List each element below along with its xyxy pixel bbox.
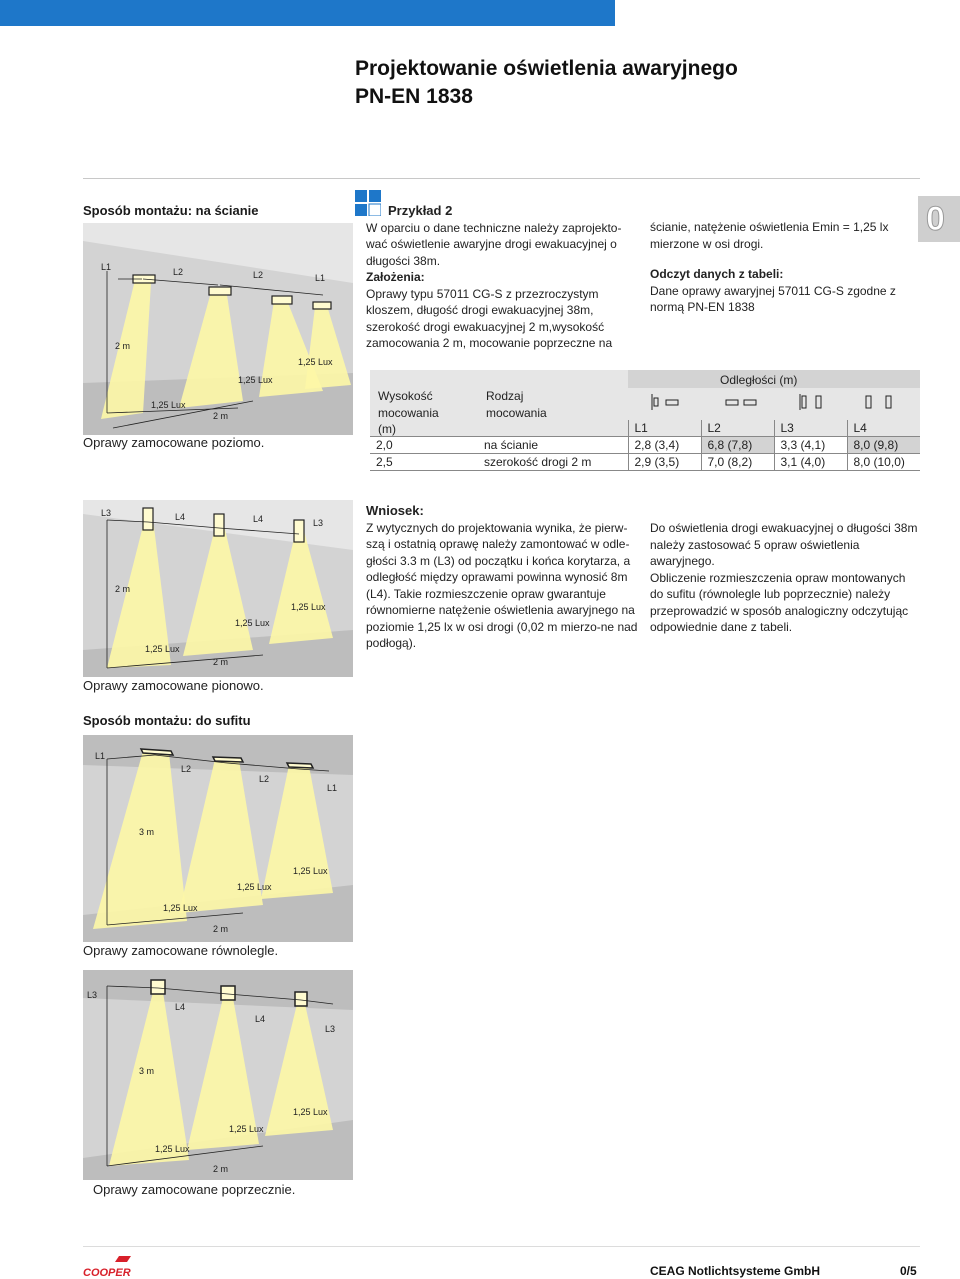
header-l2: L2 [701,420,774,437]
mounting-l1-icon [652,394,678,410]
assumptions-text: Oprawy typu 57011 CG-S z przezroczystym kloszem, długość drogi ewakuacyjnej 38m, szerokość drogi ewakuacyjnej 2 m,wysokość zamocowania 2 m, mocowanie poprzeczne na [366,286,613,350]
assumptions-heading: Założenia: [366,270,425,284]
distance-table [370,420,920,471]
example-column-2 [650,219,912,316]
label-lux-2: 1,25 Lux [235,618,270,628]
label-l2-right: L2 [259,774,270,784]
reading-heading: Odczyt danych z tabeli: [650,267,784,281]
label-width: 2 m [213,1164,229,1174]
caption-wall-horizontal: Oprawy zamocowane poziomo. [83,435,265,450]
label-lux-3: 1,25 Lux [298,357,333,367]
label-l2-right: L2 [253,270,264,280]
label-lux-2: 1,25 Lux [229,1124,264,1134]
page-title [355,55,738,111]
label-l1-left: L1 [95,751,106,761]
label-height: 3 m [139,827,155,837]
top-accent-bar [0,0,615,26]
label-l4-left: L4 [175,512,186,522]
label-lux-2: 1,25 Lux [237,882,272,892]
diagram-ceiling-parallel-svg [83,735,353,942]
assumptions-continued: ścianie, natężenie oświetlenia Emin = 1,25 lx mierzone w osi drogi. [650,220,889,251]
table-row: 2,5 szerokość drogi 2 m 2,9 (3,5) 7,0 (8,2) 3,1 (4,0) 8,0 (10,0) [370,454,920,471]
label-lux-3: 1,25 Lux [293,866,328,876]
conclusion-text-3: Obliczenie rozmieszczenia opraw montowanych do sufitu (równolegle lub poprzecznie) należy przeprowadzić w sposób analogiczny odczytując odpowiednie dane z tabeli. [650,570,909,634]
label-l3-left: L3 [101,508,112,518]
diagram-ceiling-transverse-svg [83,970,353,1198]
label-lux-3: 1,25 Lux [291,602,326,612]
label-l1-left: L1 [101,262,112,272]
diagram-wall-vertical [83,500,353,677]
divider [83,178,920,179]
label-lux-1: 1,25 Lux [145,644,180,654]
mounting-l4-icon [866,396,891,408]
page-title-line1: Projektowanie oświetlenia awaryjnego [355,57,738,80]
table-row: 2,0 na ścianie 2,8 (3,4) 6,8 (7,8) 3,3 (4,1) 8,0 (9,8) [370,437,920,454]
footer-company: CEAG Notlichtsysteme GmbH [650,1264,821,1278]
col-height-header: Wysokość mocowania (m) [378,389,439,436]
label-lux-1: 1,25 Lux [151,400,186,410]
col-type-header: Rodzaj mocowania [486,389,547,420]
conclusion-heading: Wniosek: [366,503,424,518]
label-width: 2 m [213,411,229,421]
label-height: 2 m [115,584,131,594]
label-l2-left: L2 [173,267,184,277]
section-heading-ceiling: Sposób montażu: do sufitu [83,713,251,728]
label-l4-right: L4 [253,514,264,524]
table-header-row [370,420,920,437]
mounting-l3-icon [800,394,821,410]
distance-table-container [370,370,920,469]
label-l1-right: L1 [315,273,326,283]
diagram-ceiling-transverse [83,970,353,1198]
example-heading: Przykład 2 [388,203,453,218]
label-width: 2 m [213,924,229,934]
label-l4-left: L4 [175,1002,186,1012]
col-distances-header: Odległości (m) [720,373,798,387]
header-l3: L3 [774,420,847,437]
caption-wall-vertical: Oprawy zamocowane pionowo. [83,678,264,693]
logo-text: COOPER [83,1267,131,1278]
conclusion-text-1: Z wytycznych do projektowania wynika, że pierw-szą i ostatnią oprawę należy zamontować w odle-głości 3.3 m (L3) od początku i końca korytarza, a odległość między oprawami powinna wynosić 8m (L4). Takie rozmieszczenie opraw gwarantuje równomierne natężenie oświetlenia awaryjnego na poziomie 1,25 lx w osi drogi (0,02 m mierzo-ne nad podłogą). [366,520,638,650]
footer-page-number: 0/5 [900,1264,917,1278]
label-l3-right: L3 [325,1024,336,1034]
reading-text: Dane oprawy awaryjnej 57011 CG-S zgodne z normą PN-EN 1838 [650,283,896,314]
conclusion-text-2: Do oświetlenia drogi ewakuacyjnej o długości 38m należy zastosować 5 opraw oświetlenia awaryjnego. [650,521,918,568]
section-heading-wall: Sposób montażu: na ścianie [83,203,259,218]
diagram-wall-horizontal-svg [83,223,353,435]
mounting-l2-icon [726,400,756,405]
label-lux-2: 1,25 Lux [238,375,273,385]
caption-ceiling-transverse: Oprawy zamocowane poprzecznie. [93,1182,296,1197]
label-lux-1: 1,25 Lux [163,903,198,913]
diagram-wall-vertical-svg [83,500,353,677]
label-l1-right: L1 [327,783,338,793]
mounting-type-icons [640,392,912,412]
footer-divider [83,1246,920,1247]
label-lux-3: 1,25 Lux [293,1107,328,1117]
caption-ceiling-parallel: Oprawy zamocowane równolegle. [83,943,279,958]
example-intro: W oparciu o dane techniczne należy zaprojekto-wać oświetlenie awaryjne drogi ewakuacyjnej o długości 38m. [366,220,622,268]
page-title-line2: PN-EN 1838 [355,85,473,108]
label-l4-right: L4 [255,1014,266,1024]
header-l4: L4 [847,420,920,437]
chapter-tab: 0 [918,196,960,242]
label-height: 2 m [115,341,131,351]
conclusion-column-1 [366,503,638,652]
header-l1: L1 [628,420,701,437]
label-l2-left: L2 [181,764,192,774]
cooper-logo [83,1254,135,1278]
diagram-wall-horizontal [83,223,353,435]
example-column-1 [366,203,638,352]
label-height: 3 m [139,1066,155,1076]
label-l3-left: L3 [87,990,98,1000]
label-width: 2 m [213,657,229,667]
conclusion-column-2 [650,520,922,636]
label-lux-1: 1,25 Lux [155,1144,190,1154]
diagram-ceiling-parallel [83,735,353,942]
label-l3-right: L3 [313,518,324,528]
